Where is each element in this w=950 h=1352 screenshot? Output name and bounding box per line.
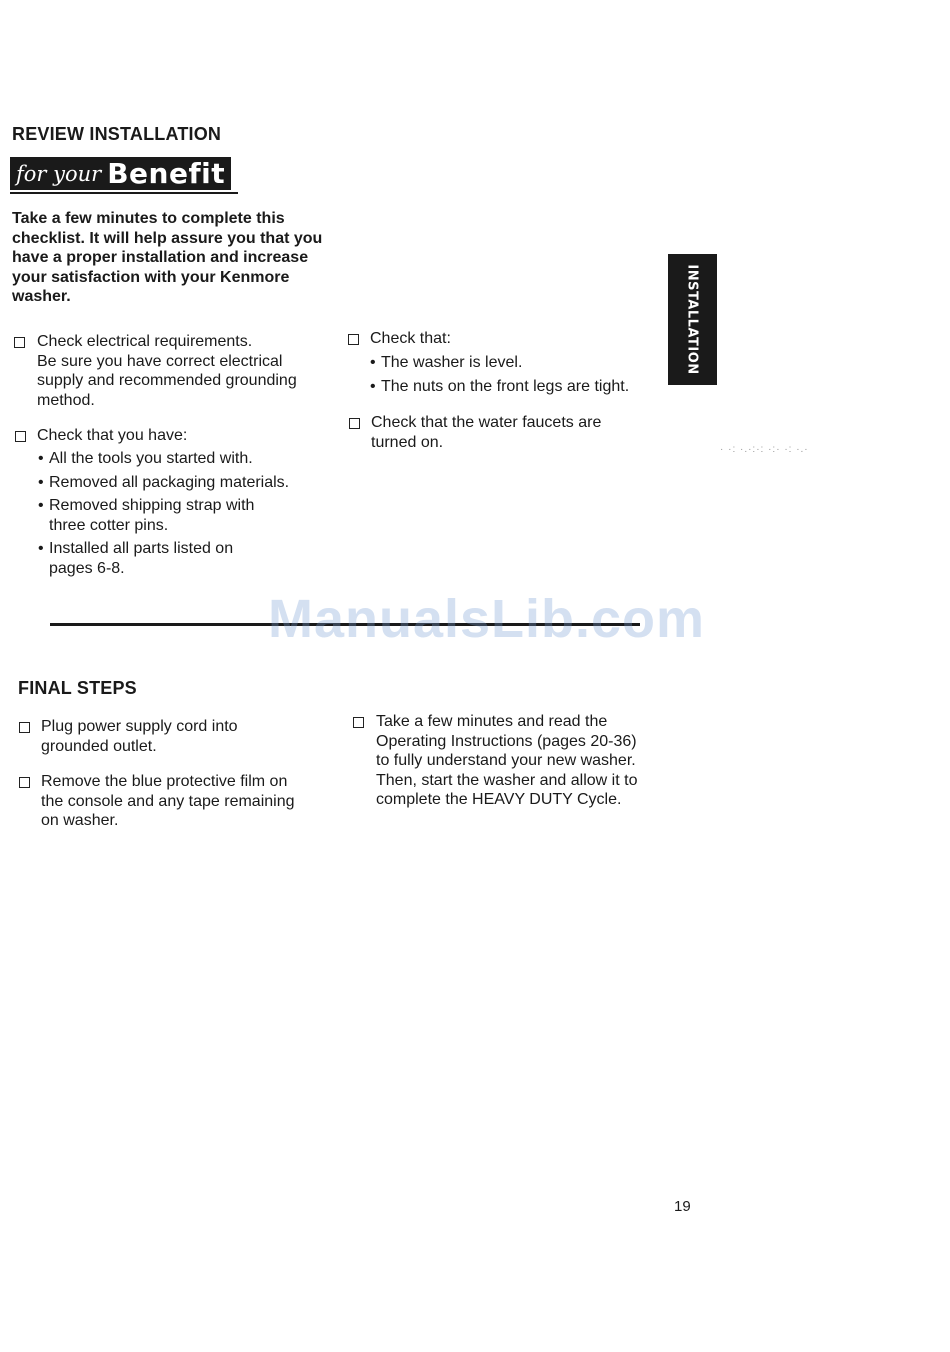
final-steps-heading: FINAL STEPS bbox=[18, 678, 137, 698]
final-item-remove-film bbox=[19, 772, 339, 834]
installation-side-tab bbox=[668, 254, 717, 385]
checkbox-icon[interactable] bbox=[349, 418, 360, 429]
banner-script-text: for your bbox=[16, 161, 102, 186]
checklist-item-text: Check that the water faucets are turned on. bbox=[371, 414, 602, 451]
checklist-item-check-that bbox=[348, 329, 648, 351]
checklist-item-text: Check electrical requirements. Be sure you have correct electrical supply and recommended grounding method. bbox=[37, 333, 297, 409]
final-item-read-instructions bbox=[353, 712, 683, 812]
list-item: • The washer is level. bbox=[370, 354, 523, 371]
checkbox-icon[interactable] bbox=[348, 334, 359, 345]
list-item: • Installed all parts listed on pages 6-8. bbox=[38, 540, 234, 577]
scan-noise: · ·: ·.·:·: ·:· ·: ·.· bbox=[720, 444, 809, 455]
checklist-item-faucets bbox=[349, 413, 649, 457]
list-item: • Removed shipping strap with three cotter pins. bbox=[38, 497, 255, 534]
bullet-list-right bbox=[370, 353, 660, 400]
checkbox-icon[interactable] bbox=[15, 431, 26, 442]
banner-benefit-text: Benefit bbox=[107, 157, 226, 190]
watermark: ManualsLib.com bbox=[268, 589, 706, 649]
checklist-item-text: Plug power supply cord into grounded outlet. bbox=[41, 718, 238, 755]
side-tab-label: INSTALLATION bbox=[685, 264, 701, 375]
checklist-item-text: Check that you have: bbox=[37, 427, 188, 444]
list-item: • Removed all packaging materials. bbox=[38, 473, 290, 491]
list-item: • The nuts on the front legs are tight. bbox=[370, 377, 630, 395]
intro-paragraph: Take a few minutes to complete this checklist. It will help assure you that you have a proper installation and increase your satisfaction with your Kenmore washer. bbox=[12, 210, 323, 305]
checkbox-icon[interactable] bbox=[353, 717, 364, 728]
checkbox-icon[interactable] bbox=[19, 777, 30, 788]
checkbox-icon[interactable] bbox=[14, 337, 25, 348]
checklist-item-text: Remove the blue protective film on the console and any tape remaining on washer. bbox=[41, 773, 295, 829]
checklist-item-check-you-have bbox=[15, 426, 335, 448]
for-your-benefit-banner bbox=[10, 157, 231, 190]
checklist-item-text: Take a few minutes and read the Operating Instructions (pages 20-36) to fully understand your new washer. Then, start the washer and allow it to complete the HEAVY DUTY Cycle. bbox=[376, 713, 638, 808]
review-installation-heading: REVIEW INSTALLATION bbox=[12, 124, 222, 144]
page-number: 19 bbox=[674, 1198, 691, 1215]
checkbox-icon[interactable] bbox=[19, 722, 30, 733]
checklist-item-text: Check that: bbox=[370, 330, 451, 347]
bullet-list-left bbox=[38, 449, 328, 582]
banner-underline bbox=[10, 192, 238, 194]
final-item-plug bbox=[19, 717, 339, 761]
list-item: • All the tools you started with. bbox=[38, 450, 253, 467]
checklist-item-electrical bbox=[14, 332, 334, 412]
